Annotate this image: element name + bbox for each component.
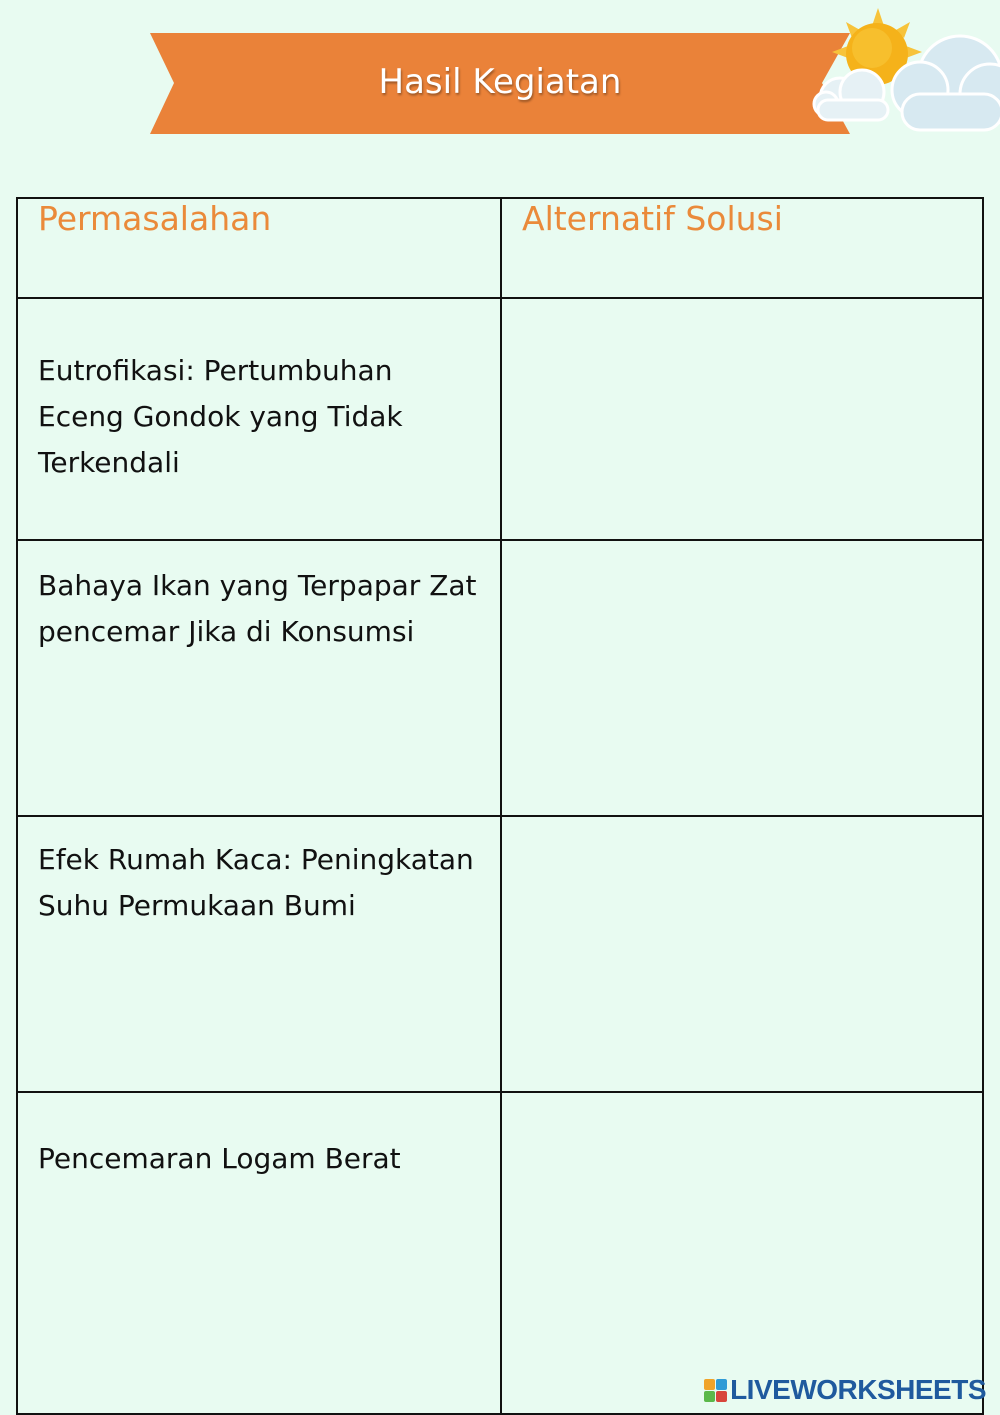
header-alternatif-solusi: Alternatif Solusi — [501, 198, 983, 298]
problem-text: Bahaya Ikan yang Terpapar Zat pencemar Jika di Konsumsi — [38, 569, 477, 648]
solution-answer-field[interactable] — [501, 1092, 983, 1414]
table-row — [17, 1092, 983, 1414]
table-header-row — [17, 198, 983, 298]
header-permasalahan: Permasalahan — [17, 198, 501, 298]
activity-table — [16, 197, 984, 1415]
table-row — [17, 816, 983, 1092]
problem-cell — [17, 298, 501, 540]
problem-cell — [17, 816, 501, 1092]
liveworksheets-watermark[interactable] — [704, 1374, 986, 1406]
solution-answer-field[interactable] — [501, 540, 983, 816]
watermark-text: LIVEWORKSHEETS — [730, 1374, 986, 1405]
page-title: Hasil Kegiatan — [378, 62, 622, 102]
small-cloud-icon — [814, 70, 888, 120]
table-row — [17, 298, 983, 540]
table-row — [17, 540, 983, 816]
solution-answer-field[interactable] — [501, 298, 983, 540]
problem-text: Efek Rumah Kaca: Peningkatan Suhu Permukaan Bumi — [38, 843, 474, 922]
liveworksheets-logo-icon — [704, 1379, 727, 1402]
problem-cell — [17, 1092, 501, 1414]
solution-answer-field[interactable] — [501, 816, 983, 1092]
sun-cloud-icon — [810, 8, 1000, 142]
title-banner — [150, 33, 850, 134]
problem-text: Eutrofikasi: Pertumbuhan Eceng Gondok yang Tidak Terkendali — [38, 354, 403, 479]
problem-text: Pencemaran Logam Berat — [38, 1142, 401, 1175]
problem-cell — [17, 540, 501, 816]
